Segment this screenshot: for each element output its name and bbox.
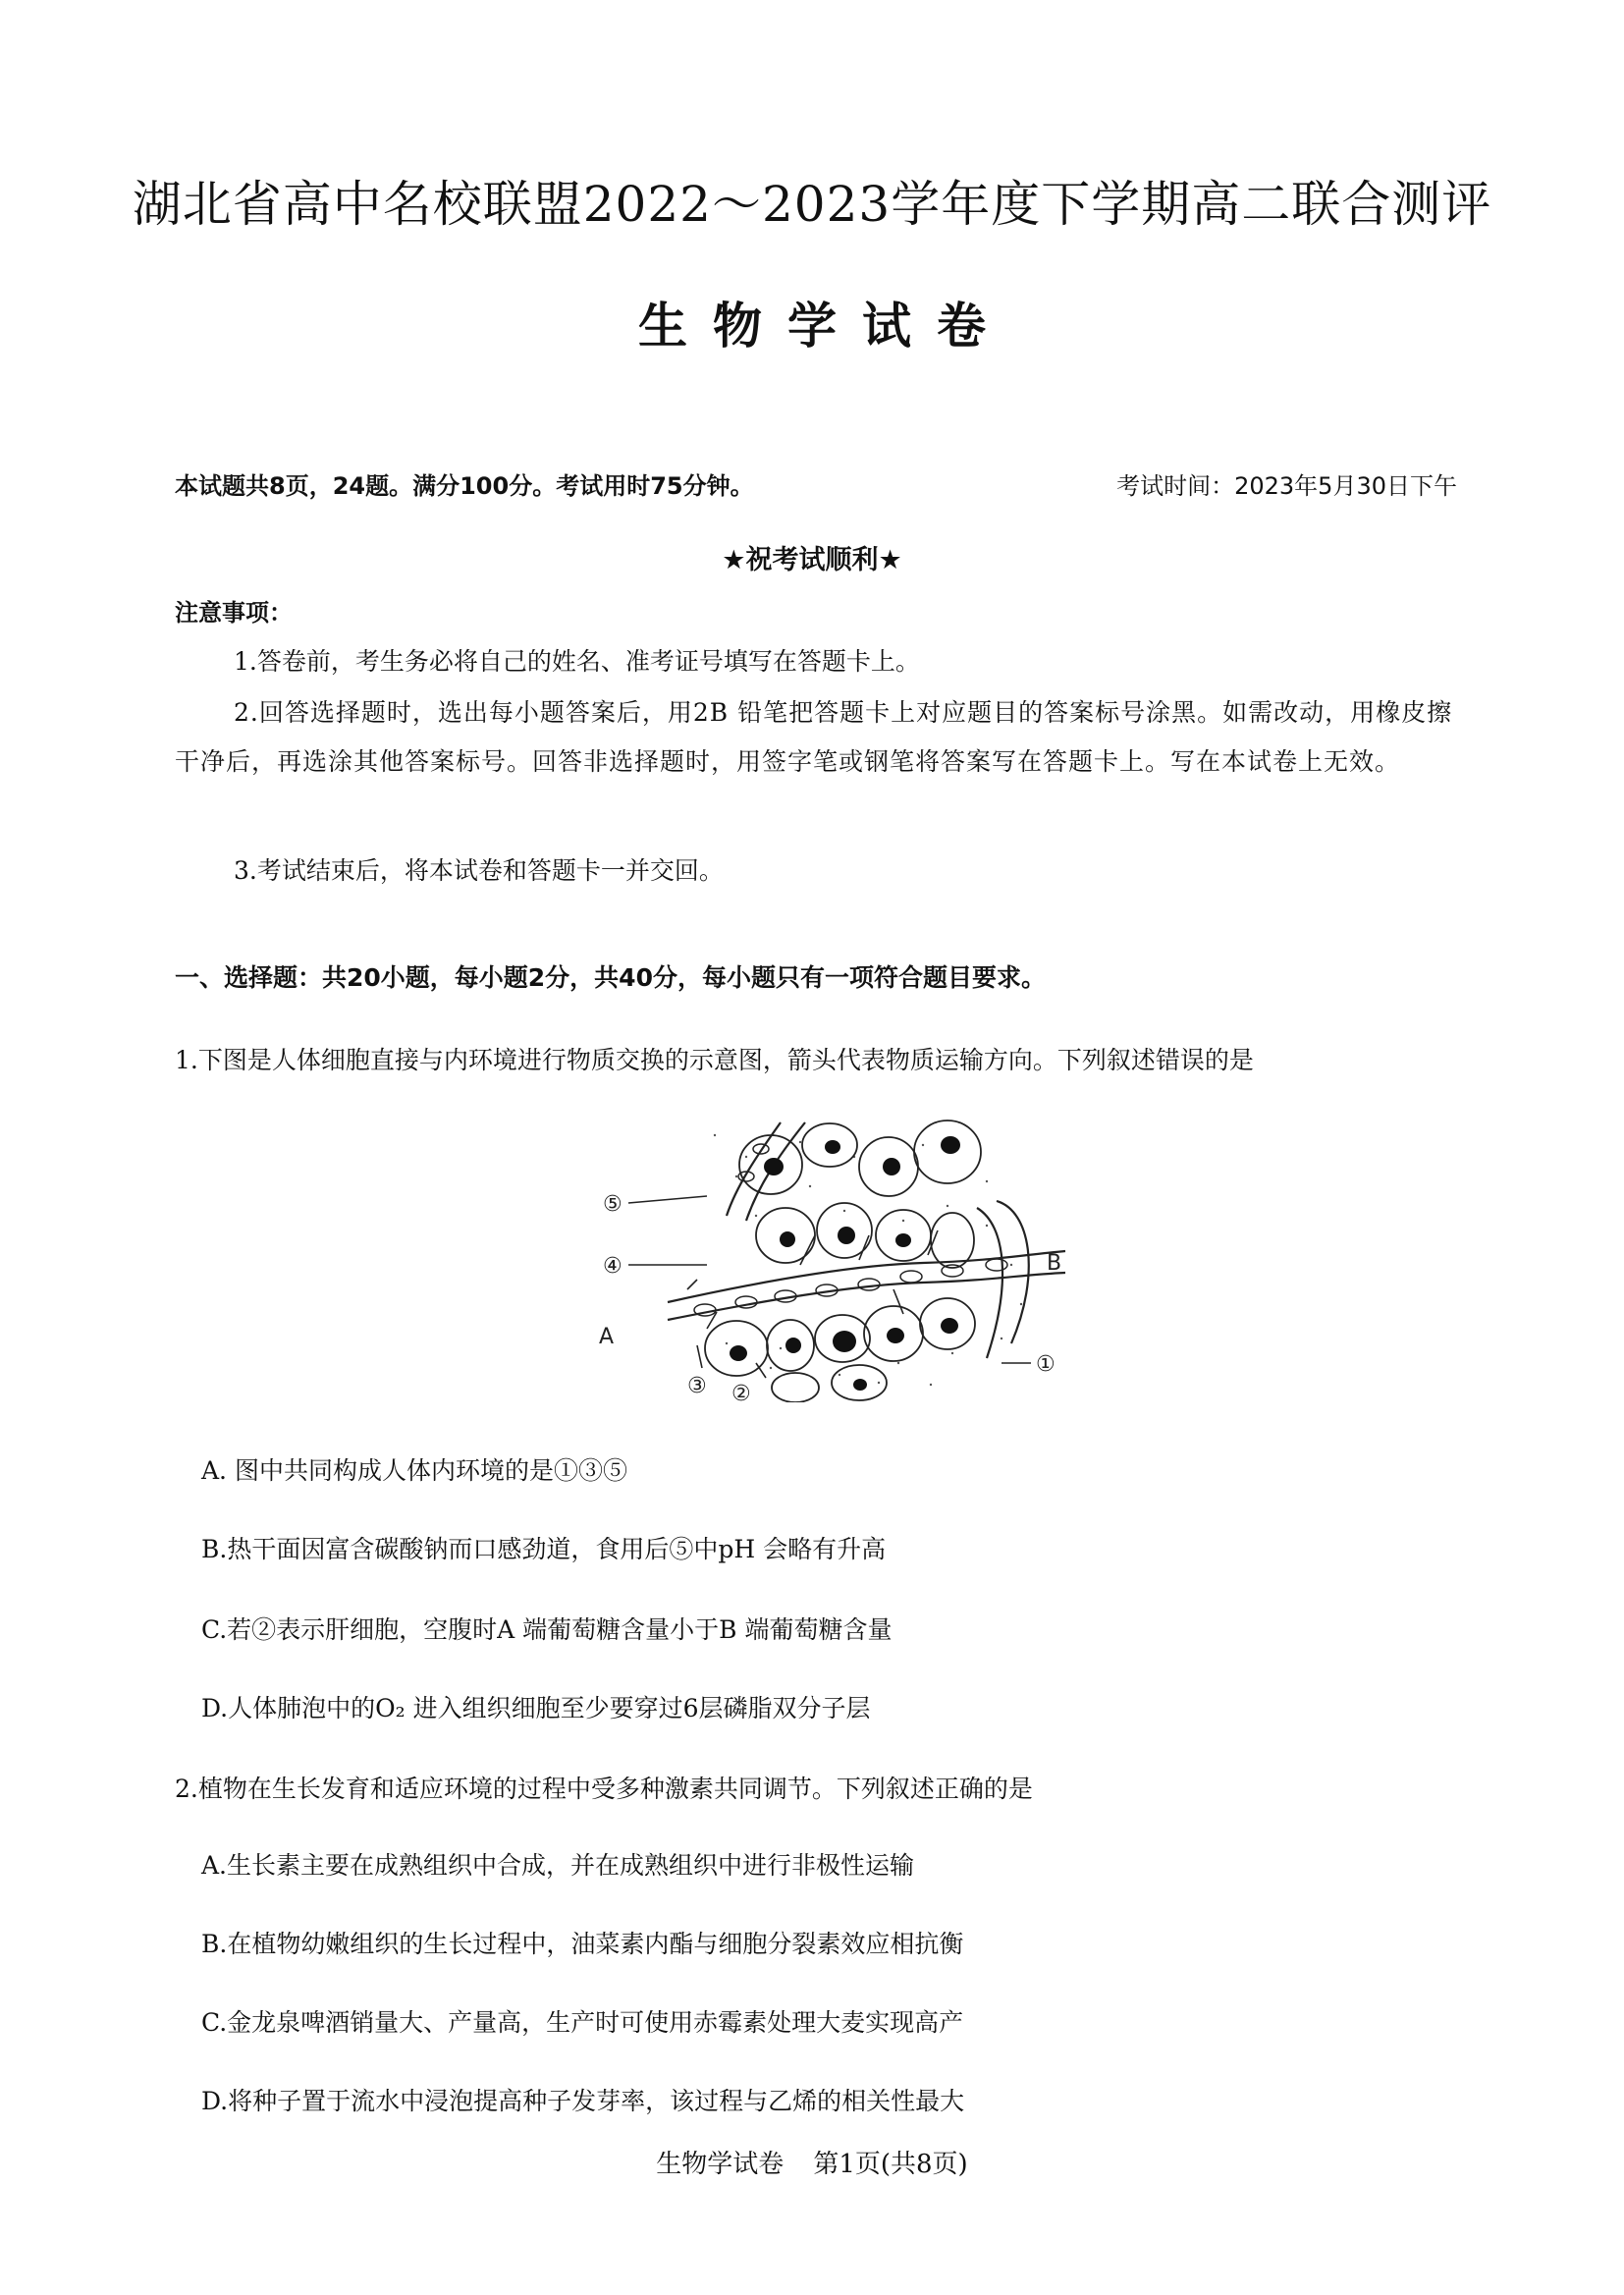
main-title: 湖北省高中名校联盟2022～2023学年度下学期高二联合测评 (132, 176, 1492, 233)
question-2-option-d: D.将种子置于流水中浸泡提高种子发芽率，该过程与乙烯的相关性最大 (201, 2087, 965, 2115)
figure-label-1: ① (1036, 1352, 1056, 1377)
question-2-option-c: C.金龙泉啤酒销量大、产量高，生产时可使用赤霉素处理大麦实现高产 (201, 2008, 964, 2037)
question-1-stem: 1.下图是人体细胞直接与内环境进行物质交换的示意图，箭头代表物质运输方向。下列叙述错误的是 (175, 1046, 1254, 1074)
good-luck-banner: ★祝考试顺利★ (722, 545, 902, 575)
notice-item: 2.回答选择题时，选出每小题答案后，用2B 铅笔把答题卡上对应题目的答案标号涂黑。如需改动，用橡皮擦干净后，再选涂其他答案标号。回答非选择题时，用签字笔或钢笔将答案写在答题卡上。写在本试卷上无效。 (175, 698, 1453, 776)
figure-label-2: ② (731, 1382, 751, 1402)
figure-label-a: A (599, 1325, 615, 1349)
exam-time: 考试时间：2023年5月30日下午 (1116, 472, 1457, 500)
question-1-option-b: B.热干面因富含碳酸钠而口感劲道，食用后⑤中pH 会略有升高 (201, 1535, 887, 1563)
notice-item: 3.考试结束后，将本试卷和答题卡一并交回。 (234, 856, 724, 885)
question-1-option-a: A. 图中共同构成人体内环境的是①③⑤ (201, 1456, 627, 1485)
footer-page-number: 第1页(共8页) (813, 2150, 968, 2179)
figure-label-4: ④ (603, 1254, 623, 1279)
footer-subject: 生物学试卷 (656, 2150, 785, 2179)
page-footer (0, 2144, 1624, 2180)
section-heading: 一、选择题：共20小题，每小题2分，共40分，每小题只有一项符合题目要求。 (175, 963, 1046, 992)
figure-label-3: ③ (687, 1374, 707, 1398)
exam-summary: 本试题共8页，24题。满分100分。考试用时75分钟。 (175, 472, 754, 500)
notice-item: 1.答卷前，考生务必将自己的姓名、准考证号填写在答题卡上。 (234, 647, 920, 676)
notice-heading: 注意事项： (175, 599, 293, 627)
question-2-option-a: A.生长素主要在成熟组织中合成，并在成熟组织中进行非极性运输 (201, 1851, 915, 1880)
question-1-option-c: C.若②表示肝细胞，空腹时A 端葡萄糖含量小于B 端葡萄糖含量 (201, 1615, 893, 1644)
figure-label-5: ⑤ (603, 1192, 623, 1217)
question-2-option-b: B.在植物幼嫩组织的生长过程中，油菜素内酯与细胞分裂素效应相抗衡 (201, 1930, 964, 1958)
question-2-stem: 2.植物在生长发育和适应环境的过程中受多种激素共同调节。下列叙述正确的是 (175, 1775, 1033, 1803)
figure-label-b: B (1047, 1251, 1062, 1276)
question-1-option-d: D.人体肺泡中的O₂ 进入组织细胞至少要穿过6层磷脂双分子层 (201, 1694, 871, 1722)
cell-exchange-diagram (599, 1118, 1070, 1402)
sub-title: 生物学试卷 (638, 297, 1011, 355)
